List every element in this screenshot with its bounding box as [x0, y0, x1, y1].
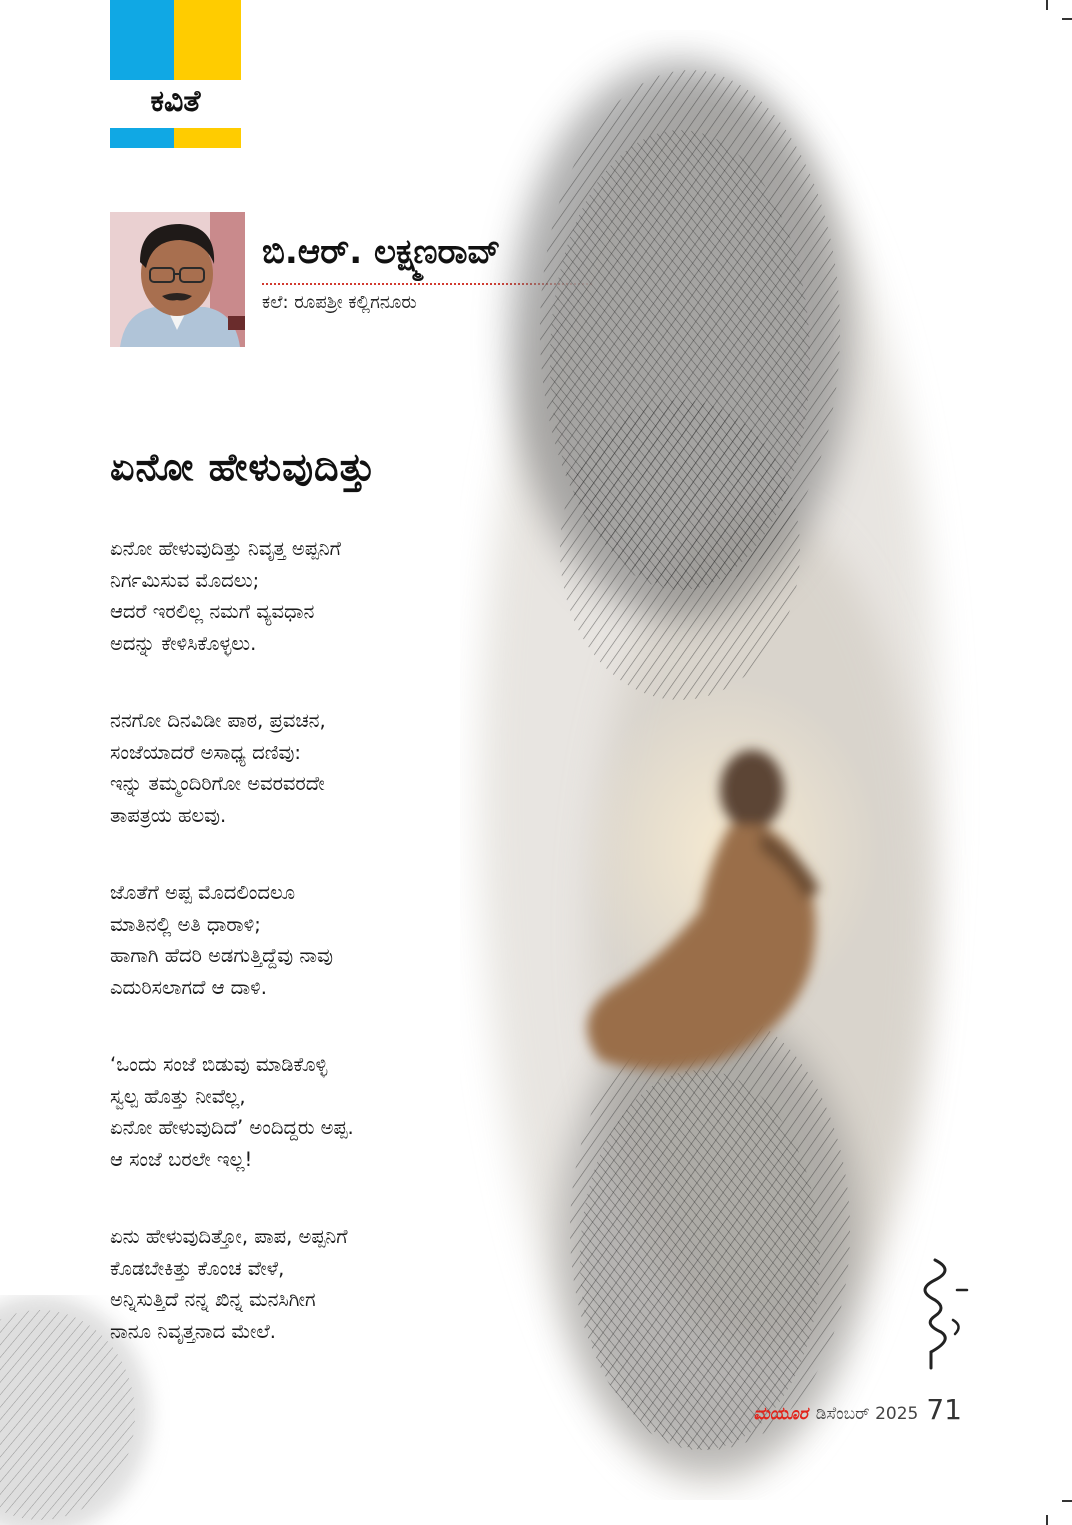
- poem-stanza: [110, 877, 490, 1003]
- poem-line: ಸ್ವಲ್ಪ ಹೊತ್ತು ನೀವೆಲ್ಲ,: [110, 1084, 246, 1108]
- section-tag: [110, 0, 241, 150]
- poem-body: [110, 533, 490, 1393]
- poem-stanza: [110, 1221, 490, 1347]
- tag-yellow-block: [174, 0, 241, 80]
- poem-line: ನಿರ್ಗಮಿಸುವ ಮೊದಲು;: [110, 568, 260, 592]
- page-number: 71: [926, 1393, 962, 1426]
- poem-line: ಏನು ಹೇಳುವುದಿತ್ತೋ, ಪಾಪ, ಅಪ್ಪನಿಗೆ: [110, 1225, 348, 1248]
- poem-line: ಹಾಗಾಗಿ ಹೆದರಿ ಅಡಗುತ್ತಿದ್ದೆವು ನಾವು: [110, 944, 333, 967]
- poem-line: ಏನೋ ಹೇಳುವುದಿತ್ತು ನಿವೃತ್ತ ಅಪ್ಪನಿಗೆ: [110, 537, 341, 560]
- author-name: ಬಿ.ಆರ್. ಲಕ್ಷ್ಮಣರಾವ್: [262, 232, 501, 272]
- crop-mark: [1062, 1500, 1072, 1502]
- artwork-illustration: [460, 30, 1060, 1500]
- poem-line: ಜೊತೆಗೆ ಅಪ್ಪ ಮೊದಲಿಂದಲೂ: [110, 881, 296, 904]
- author-portrait-image: [110, 212, 245, 347]
- section-label: ಕವಿತೆ: [150, 84, 201, 119]
- poem-line: ಅದನ್ನು ಕೇಳಿಸಿಕೊಳ್ಳಲು.: [110, 631, 257, 655]
- poem-stanza: [110, 705, 490, 831]
- poem-line: ‘ಒಂದು ಸಂಜೆ ಬಿಡುವು ಮಾಡಿಕೊಳ್ಳಿ: [110, 1053, 328, 1076]
- poem-line: ಅನ್ನಿಸುತ್ತಿದೆ ನನ್ನ ಖಿನ್ನ ಮನಸಿಗೀಗ: [110, 1288, 316, 1311]
- poem-title: ಏನೋ ಹೇಳುವುದಿತ್ತು: [110, 445, 377, 489]
- magazine-logo: ಮಯೂರ: [753, 1404, 808, 1424]
- poem-line: ನಾನೂ ನಿವೃತ್ತನಾದ ಮೇಲೆ.: [110, 1319, 276, 1343]
- issue-date: ಡಿಸೆಂಬರ್ 2025: [815, 1404, 919, 1424]
- tag-blue-block: [110, 0, 174, 80]
- poem-line: ಏನೋ ಹೇಳುವುದಿದೆ’ ಅಂದಿದ್ದರು ಅಪ್ಪ.: [110, 1116, 354, 1139]
- poem-stanza: [110, 1049, 490, 1175]
- charcoal-figure-illustration: [460, 30, 1060, 1500]
- poem-line: ಕೊಡಬೇಕಿತ್ತು ಕೊಂಚ ವೇಳೆ,: [110, 1256, 285, 1280]
- page-footer: [754, 1393, 963, 1426]
- poem-line: ಸಂಜೆಯಾದರೆ ಅಸಾಧ್ಯ ದಣಿವು:: [110, 740, 301, 764]
- crop-mark: [1046, 0, 1048, 10]
- poem-stanza: [110, 533, 490, 659]
- poem-line: ಮಾತಿನಲ್ಲಿ ಅತಿ ಧಾರಾಳಿ;: [110, 912, 261, 936]
- poem-line: ಆದರೆ ಇರಲಿಲ್ಲ ನಮಗೆ ವ್ಯವಧಾನ: [110, 600, 315, 623]
- tag-blue-bar: [110, 128, 174, 148]
- poem-line: ನನಗೋ ದಿನವಿಡೀ ಪಾಠ, ಪ್ರವಚನ,: [110, 709, 326, 732]
- tag-yellow-bar: [174, 128, 241, 148]
- poem-line: ತಾಪತ್ರಯ ಹಲವು.: [110, 803, 227, 827]
- artist-signature: [925, 1260, 967, 1368]
- poem-line: ಎದುರಿಸಲಾಗದೆ ಆ ದಾಳಿ.: [110, 975, 267, 999]
- crop-mark: [1062, 18, 1072, 20]
- poem-line: ಇನ್ನು ತಮ್ಮಂದಿರಿಗೋ ಅವರವರದೇ: [110, 772, 325, 795]
- art-credit: ಕಲೆ: ರೂಪಶ್ರೀ ಕಲ್ಲಿಗನೂರು: [262, 292, 417, 313]
- author-photo: [110, 212, 245, 347]
- poem-line: ಆ ಸಂಜೆ ಬರಲೇ ಇಲ್ಲ!: [110, 1147, 253, 1171]
- crop-mark: [1046, 1515, 1048, 1525]
